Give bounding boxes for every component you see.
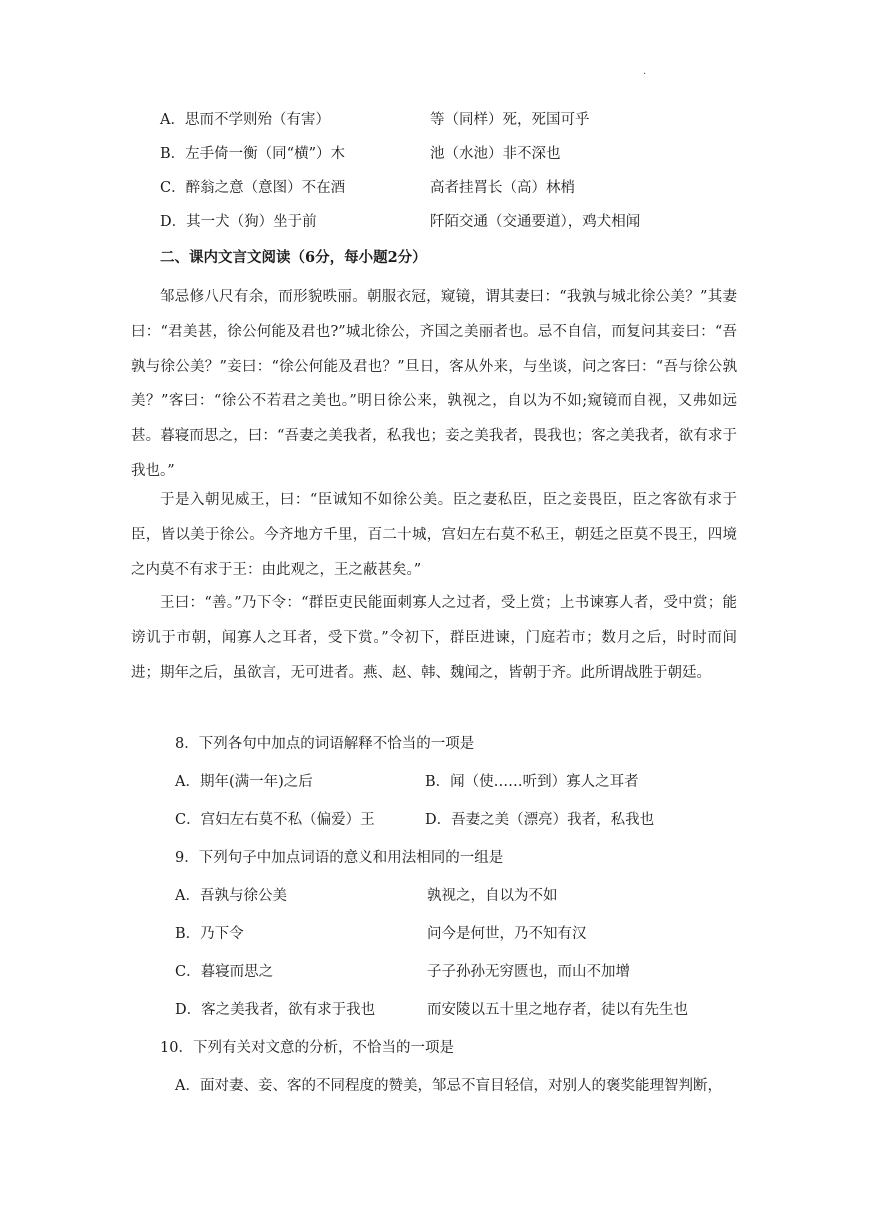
q7-option-c-right: 高者挂罥长（高）林梢 bbox=[430, 180, 575, 196]
section-heading: 二、课内文言文阅读（6分，每小题2分） bbox=[160, 249, 427, 266]
q9-option-c-right: 子子孙孙无穷匮也，而山不加增 bbox=[427, 964, 630, 980]
header-dot: . bbox=[643, 66, 647, 77]
q8-option-d: D．吾妻之美（漂亮）我者，私我也 bbox=[425, 812, 655, 828]
q7-option-b-left: B．左手倚一衡（同“横”）木 bbox=[160, 146, 345, 162]
q7-option-a-right: 等（同样）死，死国可乎 bbox=[430, 112, 590, 128]
q9-stem: 9．下列句子中加点词语的意义和用法相同的一组是 bbox=[175, 850, 504, 866]
passage-paragraph-3: 王曰：“善。”乃下令：“群臣吏民能面刺寡人之过者，受上赏；上书谏寡人者，受中赏；能谤讥于市朝，闻寡人之耳者，受下赏。”令初下，群臣进谏，门庭若市；数月之后，时时而间进；期年之后，虽欲言，无可进者。燕、赵、韩、魏闻之，皆朝于齐。此所谓战胜于朝廷。 bbox=[131, 595, 737, 681]
q9-option-b-left: B．乃下令 bbox=[175, 926, 244, 942]
q7-option-b-right: 池（水池）非不深也 bbox=[430, 146, 561, 162]
q8-stem: 8．下列各句中加点的词语解释不恰当的一项是 bbox=[175, 736, 475, 752]
q9-option-c-left: C．暮寝而思之 bbox=[175, 964, 274, 980]
q7-option-c-left: C．醉翁之意（意图）不在酒 bbox=[160, 180, 346, 196]
q7-option-d-left: D．其一犬（狗）坐于前 bbox=[160, 214, 317, 230]
q9-option-a-right: 孰视之，自以为不如 bbox=[427, 888, 558, 904]
passage-paragraph-2: 于是入朝见威王，曰：“臣诚知不如徐公美。臣之妻私臣，臣之妾畏臣，臣之客欲有求于臣，皆以美于徐公。今齐地方千里，百二十城，宫妇左右莫不私王，朝廷之臣莫不畏王，四境之内莫不有求于王：由此观之，王之蔽甚矣。” bbox=[131, 492, 737, 578]
q9-option-a-left: A．吾孰与徐公美 bbox=[175, 888, 287, 904]
q8-option-a: A．期年(满一年)之后 bbox=[175, 774, 313, 790]
q9-option-d-left: D．客之美我者，欲有求于我也 bbox=[175, 1002, 376, 1018]
passage-paragraph-1: 邹忌修八尺有余，而形貌昳丽。朝服衣冠，窥镜，谓其妻曰：“我孰与城北徐公美？”其妻曰：“君美甚，徐公何能及君也?”城北徐公，齐国之美丽者也。忌不自信，而复问其妾曰：“吾孰与徐公美？”妾曰：“徐公何能及君也？”旦日，客从外来，与坐谈，问之客曰：“吾与徐公孰美？”客曰：“徐公不若君之美也。”明日徐公来，孰视之，自以为不如;窥镜而自视，又弗如远甚。暮寝而思之，曰：“吾妻之美我者，私我也；妾之美我者，畏我也；客之美我者，欲有求于我也。” bbox=[131, 289, 737, 479]
q10-option-a: A．面对妻、妾、客的不同程度的赞美，邹忌不盲目轻信，对别人的褒奖能理智判断， bbox=[175, 1078, 722, 1094]
q9-option-b-right: 问今是何世，乃不知有汉 bbox=[427, 926, 587, 942]
q10-stem: 10．下列有关对文意的分析，不恰当的一项是 bbox=[160, 1040, 454, 1056]
q8-option-c: C．宫妇左右莫不私（偏爱）王 bbox=[175, 812, 375, 828]
q7-option-a-left: A．思而不学则殆（有害） bbox=[160, 112, 330, 128]
q8-option-b: B．闻（使……听到）寡人之耳者 bbox=[425, 774, 639, 790]
q7-option-d-right: 阡陌交通（交通要道），鸡犬相闻 bbox=[430, 214, 641, 230]
q9-option-d-right: 而安陵以五十里之地存者，徒以有先生也 bbox=[427, 1002, 688, 1018]
